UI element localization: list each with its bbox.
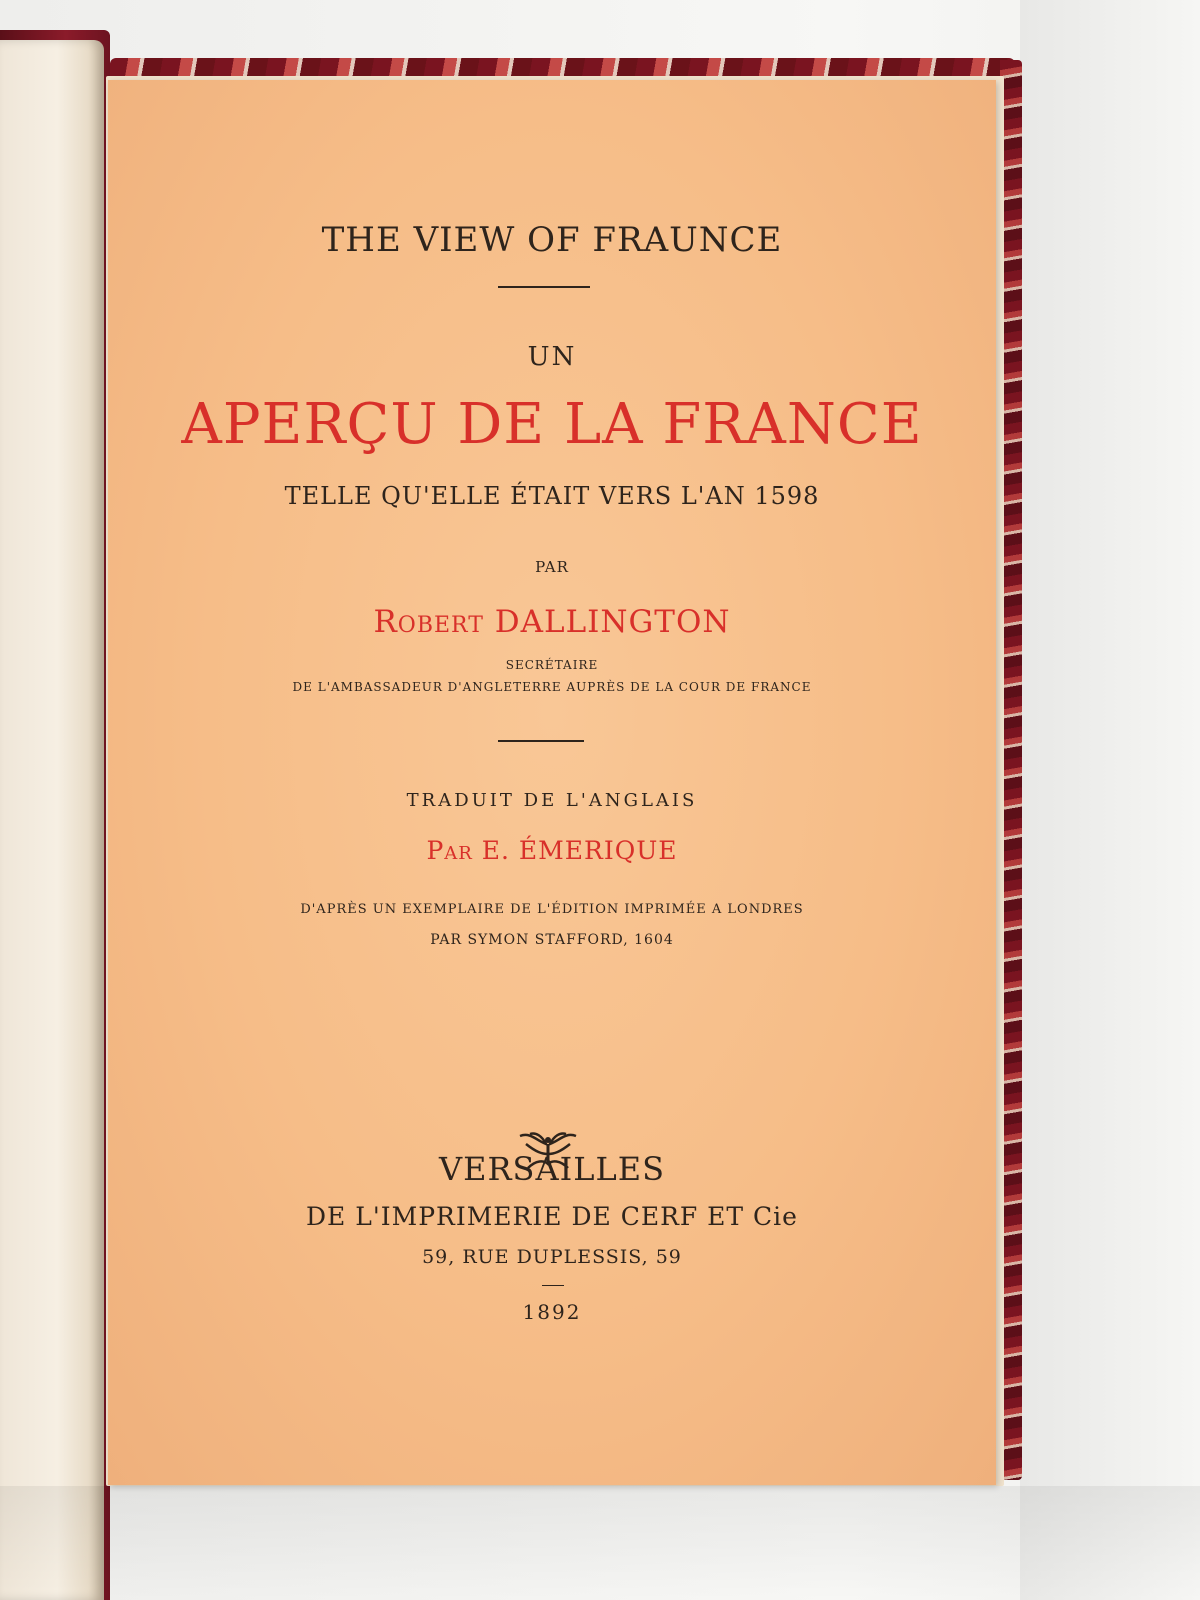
address: 59, RUE DUPLESSIS, 59 (422, 1246, 682, 1268)
table-shadow (0, 1486, 1200, 1600)
un-label: UN (527, 342, 577, 372)
source-line-1: D'APRÈS UN EXEMPLAIRE DE L'ÉDITION IMPRIMÉE A LONDRES (300, 902, 804, 917)
flyleaf-page (0, 40, 104, 1600)
main-title: APERÇU DE LA FRANCE (181, 392, 923, 457)
author: Robert DALLINGTON (373, 604, 731, 640)
rule-bottom (542, 1285, 564, 1286)
year: 1892 (522, 1300, 582, 1324)
rule-middle (498, 740, 584, 742)
rule-top (498, 286, 590, 288)
heading: THE VIEW OF FRAUNCE (321, 220, 783, 260)
translated-label: TRADUIT DE L'ANGLAIS (406, 790, 698, 811)
city: VERSAILLES (438, 1150, 665, 1188)
author-role-2: DE L'AMBASSADEUR D'ANGLETERRE AUPRÈS DE LA COUR DE FRANCE (292, 680, 812, 694)
title-page (108, 80, 996, 1485)
subtitle: TELLE QU'ELLE ÉTAIT VERS L'AN 1598 (284, 482, 820, 510)
par-label: PAR (535, 558, 569, 576)
author-role-1: SECRÉTAIRE (505, 658, 599, 672)
printer: DE L'IMPRIMERIE DE CERF ET Cie (306, 1202, 798, 1231)
source-line-2: PAR SYMON STAFFORD, 1604 (430, 932, 674, 948)
background (1020, 0, 1200, 1600)
translator: Par E. ÉMERIQUE (426, 836, 678, 865)
